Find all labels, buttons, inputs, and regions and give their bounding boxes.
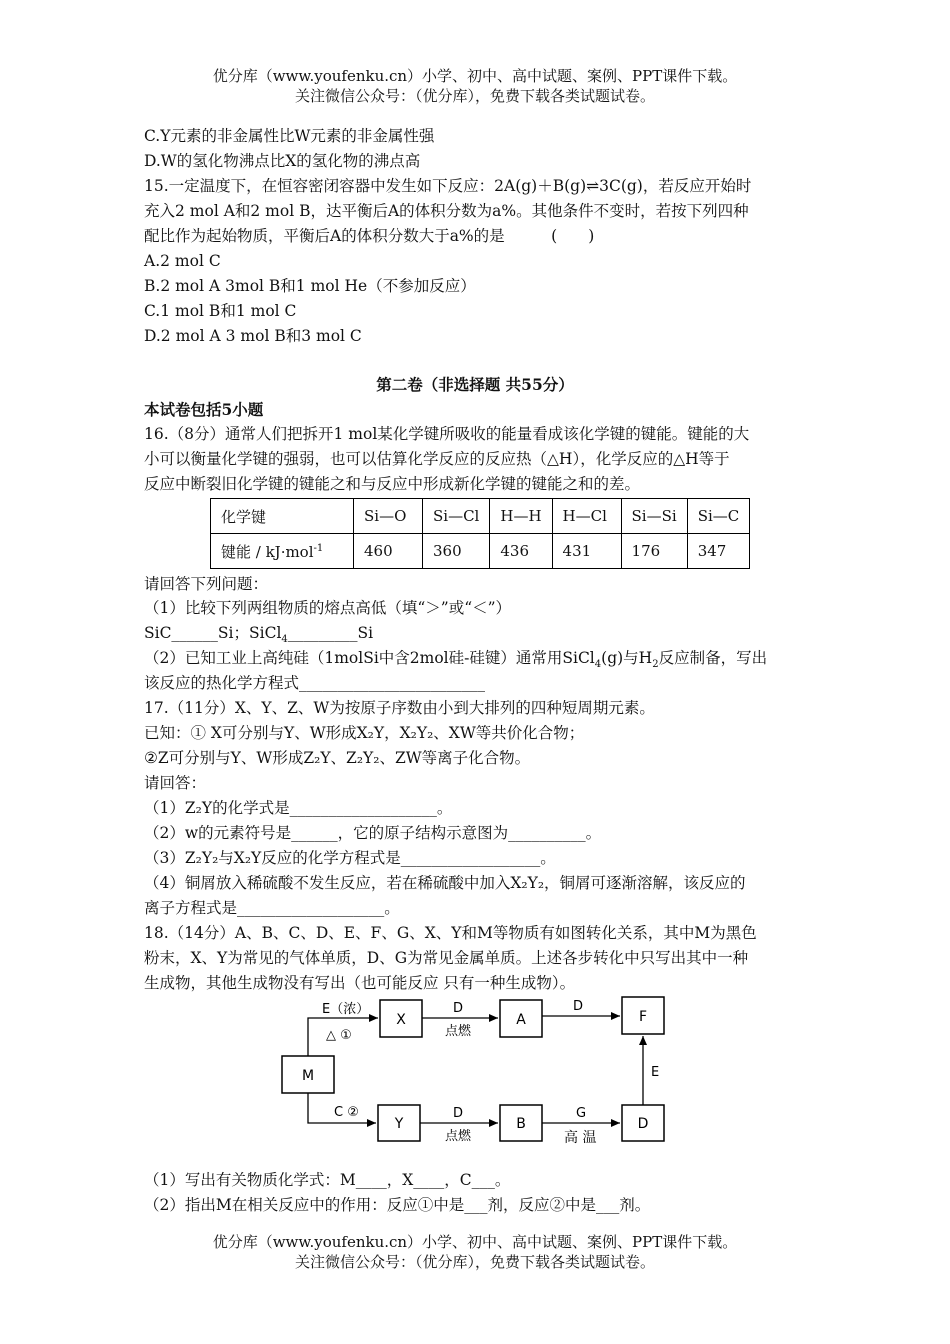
q17-known2: ②Z可分别与Y、W形成Z₂Y、Z₂Y₂、ZW等离子化合物。 [144, 749, 531, 767]
q14-option-c: C.Y元素的非金属性比W元素的非金属性强 [144, 127, 435, 145]
table-cell: 460 [354, 534, 423, 569]
box-a-label: A [516, 1012, 526, 1028]
q18-part1: （1）写出有关物质化学式：M____，X____，C___。 [144, 1171, 511, 1189]
row-label-sup: -1 [313, 542, 324, 554]
label-d-top2: D [573, 999, 584, 1014]
table-cell: 176 [621, 534, 687, 569]
label-g-bottom: G [576, 1106, 587, 1121]
q18-stem-line3: 生成物，其他生成物没有写出（也可能反应 只有一种生成物）。 [144, 974, 576, 992]
q15-option-c: C.1 mol B和1 mol C [144, 302, 297, 320]
table-cell: 化学键 [211, 499, 354, 534]
q15-option-d: D.2 mol A 3 mol B和3 mol C [144, 327, 362, 345]
page-footer-line2: 关注微信公众号：（优分库），免费下载各类试题试卷。 [294, 1253, 655, 1271]
sub: 2 [652, 659, 659, 671]
q15-stem-line3: 配比作为起始物质，平衡后A的体积分数大于a%的是 ( ) [144, 227, 595, 245]
table-cell: 360 [423, 534, 490, 569]
box-f-label: F [638, 1009, 648, 1025]
q17-known1: 已知：① X可分别与Y、W形成X₂Y，X₂Y₂、XW等共价化合物； [144, 724, 585, 742]
q18-stem-line2: 粉末，X、Y为常见的气体单质，D、G为常见金属单质。上述各步转化中只写出其中一种 [144, 949, 749, 967]
q17-part3: （3）Z₂Y₂与X₂Y反应的化学方程式是__________________。 [144, 849, 556, 867]
q15-stem-line2: 充入2 mol A和2 mol B，达平衡后A的体积分数为a%。其他条件不变时，若按下列四种 [144, 202, 749, 220]
label-ignite-bottom: 点燃 [445, 1129, 472, 1144]
q15-option-b: B.2 mol A 3mol B和1 mol He（不参加反应） [144, 277, 476, 295]
row-label: 键能 / kJ·mol [221, 542, 314, 561]
label-e-conc: E（浓） [322, 1002, 370, 1017]
q16-stem-line2: 小可以衡量化学键的强弱，也可以估算化学反应的反应热（△H），化学反应的△H等于 [144, 450, 730, 468]
q16-part2-text-c: 反应制备，写出 [658, 649, 768, 667]
q17-part4-line2: 离子方程式是___________________。 [144, 899, 400, 917]
table-cell [211, 534, 354, 569]
label-d-top1: D [453, 1001, 464, 1016]
box-d-label: D [637, 1116, 649, 1132]
table-cell: H—H [490, 499, 552, 534]
table-header-row [211, 499, 750, 534]
table-cell: Si—Cl [423, 499, 490, 534]
label-e-right: E [651, 1065, 660, 1080]
q16-part2-line2: 该反应的热化学方程式________________________ [144, 674, 486, 692]
q16-part1: （1）比较下列两组物质的熔点高低（填“＞”或“＜”） [144, 599, 512, 617]
section-title: 第二卷（非选择题 共55分） [376, 375, 574, 394]
q17-stem: 17.（11分）X、Y、Z、W为按原子序数由小到大排列的四种短周期元素。 [144, 699, 655, 717]
conversion-diagram [270, 994, 690, 1148]
table-cell: Si—C [687, 499, 750, 534]
q15-stem-line1: 15.一定温度下，在恒容密闭容器中发生如下反应：2A(g)＋B(g)⇌3C(g)，若反应开始时 [144, 177, 752, 195]
q16-part2-text-a: （2）已知工业上高纯硅（1molSi中含2mol硅-硅键）通常用SiCl [144, 649, 595, 667]
q17-part1: （1）Z₂Y的化学式是___________________。 [144, 799, 453, 817]
page-header-line1: 优分库（www.youfenku.cn）小学、初中、高中试题、案例、PPT课件下载。 [212, 67, 738, 85]
table-cell: Si—Si [621, 499, 687, 534]
q17-part4-line1: （4）铜屑放入稀硫酸不发生反应，若在稀硫酸中加入X₂Y₂，铜屑可逐渐溶解，该反应的 [144, 874, 746, 892]
q16-stem-line3: 反应中断裂旧化学键的键能之和与反应中形成新化学键的键能之和的差。 [144, 475, 641, 493]
label-d-bottom: D [453, 1106, 464, 1121]
q16-part1-text-b: _________Si [287, 624, 374, 642]
table-cell: 431 [552, 534, 621, 569]
q16-part1-text-a: SiC______Si；SiCl [144, 624, 282, 642]
box-x-label: X [396, 1012, 406, 1028]
table-cell: 347 [687, 534, 750, 569]
q14-option-d: D.W的氢化物沸点比X的氢化物的沸点高 [144, 152, 421, 170]
label-ignite-top: 点燃 [445, 1024, 472, 1039]
table-cell: Si—O [354, 499, 423, 534]
table-row [211, 534, 750, 569]
q15-option-a: A.2 mol C [144, 252, 221, 270]
q17-part2: （2）w的元素符号是______，它的原子结构示意图为__________。 [144, 824, 602, 842]
bond-energy-table [210, 498, 750, 569]
page-header-line2: 关注微信公众号：（优分库），免费下载各类试题试卷。 [294, 87, 655, 105]
label-high-temp: 高 温 [564, 1130, 597, 1146]
q16-part2-text-b: (g)与H [601, 649, 653, 667]
page-footer-line1: 优分库（www.youfenku.cn）小学、初中、高中试题、案例、PPT课件下载。 [212, 1233, 738, 1251]
q17-ask: 请回答： [144, 774, 207, 792]
q18-stem-line1: 18.（14分）A、B、C、D、E、F、G、X、Y和M等物质有如图转化关系，其中M为黑色 [144, 924, 757, 942]
box-y-label: Y [394, 1116, 404, 1132]
sub: 4 [594, 659, 602, 671]
box-m-label: M [301, 1068, 315, 1084]
q18-part2: （2）指出M在相关反应中的作用：反应①中是___剂，反应②中是___剂。 [144, 1196, 651, 1214]
label-delta-1: △ ① [326, 1028, 352, 1043]
q16-ask: 请回答下列问题： [144, 575, 269, 593]
section-subtitle: 本试卷包括5小题 [144, 400, 264, 419]
box-b-label: B [516, 1116, 526, 1132]
table-cell: H—Cl [552, 499, 621, 534]
q16-stem-line1: 16.（8分）通常人们把拆开1 mol某化学键所吸收的能量看成该化学键的键能。键能的大 [144, 425, 750, 443]
label-c-2: C ② [334, 1105, 359, 1120]
table-cell: 436 [490, 534, 552, 569]
sub: 4 [281, 634, 288, 646]
